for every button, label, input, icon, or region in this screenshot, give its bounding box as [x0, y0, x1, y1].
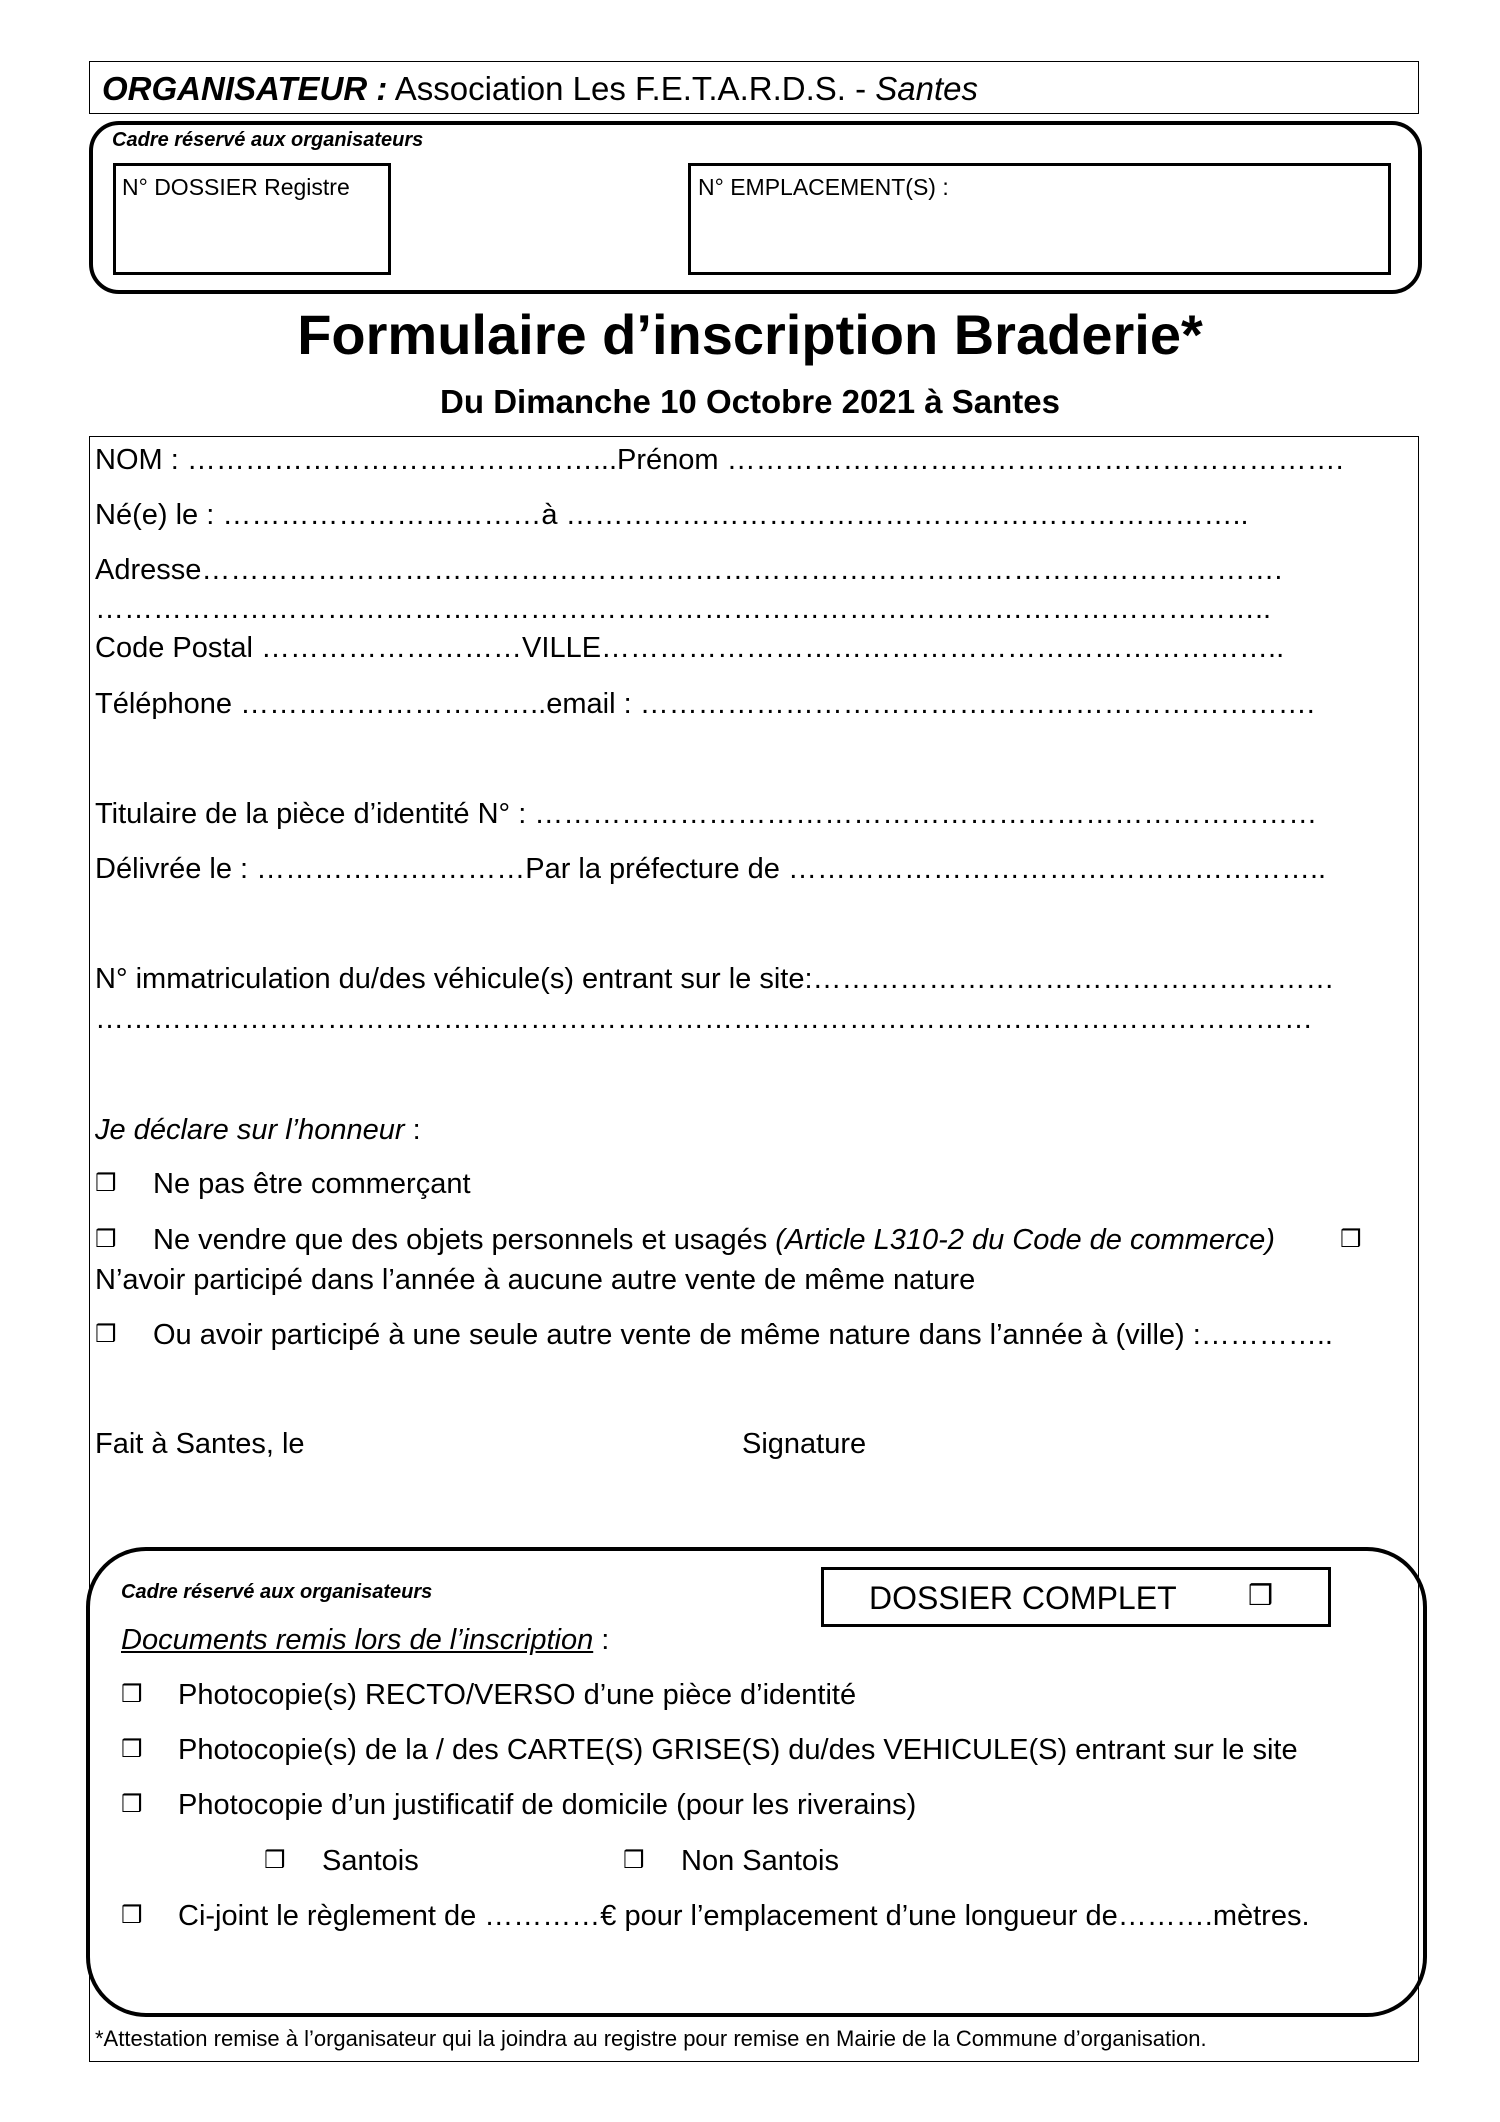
documents-heading-colon: : [593, 1624, 610, 1656]
telephone-email-field[interactable]: Téléphone …………………………..email : ……………………………………………………………. [95, 688, 1315, 720]
piece-identite-field[interactable]: Titulaire de la pièce d’identité N° : ……………………………………………………………………… [95, 798, 1318, 830]
checkbox-icon[interactable]: ❒ [264, 1846, 286, 1874]
naissance-field[interactable]: Né(e) le : ……………………………à …………………………………………………………….. [95, 499, 1249, 531]
document-item-reglement: Ci-joint le règlement de …………€ pour l’emplacement d’une longueur de……….mètres. [178, 1900, 1310, 1932]
checkbox-icon[interactable]: ❒ [121, 1680, 143, 1708]
organizer-line [102, 72, 978, 105]
option-non-santois: Non Santois [681, 1845, 839, 1877]
document-item-carte-grise: Photocopie(s) de la / des CARTE(S) GRISE(S) du/des VEHICULE(S) entrant sur le site [178, 1734, 1298, 1766]
dossier-complet-label: DOSSIER COMPLET [869, 1580, 1177, 1616]
immatriculation-field[interactable]: N° immatriculation du/des véhicule(s) entrant sur le site:……………………………………………… [95, 963, 1335, 995]
checkbox-icon[interactable]: ❒ [1248, 1579, 1274, 1612]
emplacement-label: N° EMPLACEMENT(S) : [698, 174, 949, 200]
checkbox-icon[interactable]: ❒ [121, 1790, 143, 1818]
form-title: Formulaire d’inscription Braderie* [297, 303, 1203, 366]
bottom-reserved-title: Cadre réservé aux organisateurs [121, 1581, 433, 1603]
declaration-intro-colon: : [404, 1114, 421, 1146]
checkbox-icon[interactable]: ❒ [121, 1735, 143, 1763]
fait-a-label: Fait à Santes, le [95, 1428, 305, 1460]
nom-prenom-field[interactable]: NOM : ……………………………………...Prénom ………………………………………………………. [95, 444, 1344, 476]
checkbox-icon[interactable]: ❒ [95, 1225, 117, 1253]
checkbox-icon[interactable]: ❒ [623, 1846, 645, 1874]
declaration-intro [95, 1116, 421, 1145]
documents-heading-text: Documents remis lors de l’inscription [121, 1624, 594, 1656]
checkbox-icon[interactable]: ❒ [1340, 1225, 1362, 1253]
declaration-item-aucune-vente: N’avoir participé dans l’année à aucune autre vente de même nature [95, 1264, 976, 1296]
declaration-item-non-commercant: Ne pas être commerçant [153, 1168, 471, 1200]
delivree-prefecture-field[interactable]: Délivrée le : …………….…………Par la préfecture de ……………………………………………….. [95, 853, 1327, 885]
organizer-town: Santes [875, 70, 978, 107]
document-item-justificatif-domicile: Photocopie d’un justificatif de domicile (pour les riverains) [178, 1789, 917, 1821]
checkbox-icon[interactable]: ❒ [121, 1901, 143, 1929]
checkbox-icon[interactable]: ❒ [95, 1320, 117, 1348]
declaration-item-une-vente: Ou avoir participé à une seule autre vente de même nature dans l’année à (ville) :………….. [153, 1319, 1333, 1351]
footnote: *Attestation remise à l’organisateur qui la joindra au registre pour remise en Mairie de la Commune d’organisation. [95, 2026, 1207, 2051]
checkbox-icon[interactable]: ❒ [95, 1169, 117, 1197]
signature-label: Signature [742, 1428, 867, 1460]
adresse-line2-field[interactable]: ………………………………………………………………………………………………………….. [95, 593, 1272, 625]
organizer-name: Association Les F.E.T.A.R.D.S. - [387, 70, 876, 107]
immatriculation-line2-field[interactable]: ……………………………………………………………………………………………………………… [95, 1003, 1313, 1035]
organizer-label: ORGANISATEUR : [102, 70, 388, 107]
declaration-item2-text: Ne vendre que des objets personnels et usagés [153, 1224, 776, 1256]
adresse-field[interactable]: Adresse…………………………………………………………………………………………………. [95, 554, 1283, 586]
code-postal-ville-field[interactable]: Code Postal ………………………VILLE…………………………………………………………….. [95, 632, 1285, 664]
document-item-piece-identite: Photocopie(s) RECTO/VERSO d’une pièce d’identité [178, 1679, 857, 1711]
documents-heading [121, 1626, 609, 1655]
dossier-registre-label: N° DOSSIER Registre [122, 174, 350, 200]
top-reserved-title: Cadre réservé aux organisateurs [112, 129, 424, 151]
form-subtitle: Du Dimanche 10 Octobre 2021 à Santes [440, 383, 1060, 420]
option-santois: Santois [322, 1845, 419, 1877]
declaration-item-objets-personnels [153, 1226, 1275, 1255]
article-reference: (Article L310-2 du Code de commerce) [775, 1224, 1275, 1256]
declaration-intro-text: Je déclare sur l’honneur [95, 1114, 405, 1146]
